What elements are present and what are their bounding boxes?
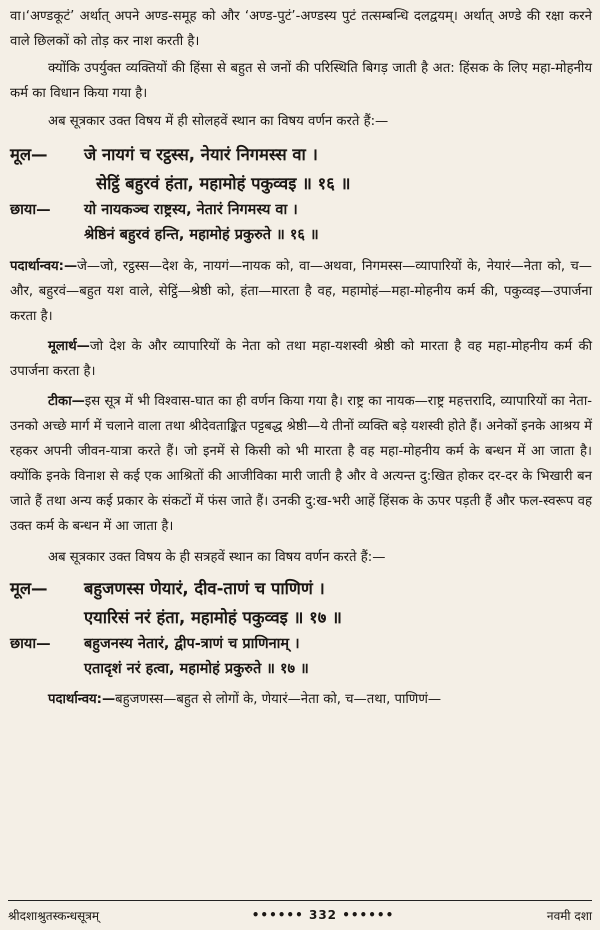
paragraph-intro: वा।‘अण्डकूटं’ अर्थात् अपने अण्ड-समूह को और ‘अण्ड-पुटं’-अण्डस्य पुटं तत्सम्बन्धि दलद्वयम्। अर्थात् अण्डे की रक्षा करने वाले छिलकों को तोड़ कर नाश करती है। [10, 9, 592, 49]
paragraph-seventeenth-intro: अब सूत्रकार उक्त विषय के ही सत्रहवें स्थान का विषय वर्णन करते हैं:— [48, 550, 386, 565]
section-text: बहुजणस्स—बहुत से लोगों के, णेयारं—नेता को, च—तथा, पाणिणं— [115, 692, 442, 707]
verse-17-mula [10, 574, 592, 632]
tika-16 [10, 389, 592, 539]
section-text: जे—जो, रट्ठस्स—देश के, नायगं—नायक को, वा—अथवा, निगमस्स—व्यापारियों के, नेयारं—नेता को, च—और, बहुरवं—बहुत यश वाले, सेट्ठिं—श्रेष्ठी को, हंता—मारता है वह, महामोहं—महा-मोहनीय कर्म की, पकुव्वइ—उपार्जना करता है। [10, 259, 592, 324]
verse-label: छाया— [10, 202, 51, 218]
verse-line: एतादृशं नरं हत्वा, महामोहं प्रकुरुते ॥ १७ ॥ [84, 661, 309, 677]
paragraph-himsa: क्योंकि उपर्युक्त व्यक्तियों की हिंसा से बहुत से जनों की परिस्थिति बिगड़ जाती है अत: हिंसक के लिए महा-मोहनीय कर्म का विधान किया गया है। [10, 61, 592, 101]
verse-label: छाया— [10, 636, 51, 652]
padarthanvaya-16 [10, 254, 592, 329]
verse-16-mula [10, 140, 592, 198]
footer-page-number-group [252, 908, 395, 922]
section-heading: मूलार्थ— [48, 339, 90, 354]
verse-16-chaya [10, 198, 592, 248]
padarthanvaya-17 [10, 687, 592, 712]
section-text: इस सूत्र में भी विश्वास-घात का ही वर्णन किया गया है। राष्ट्र का नायक—राष्ट्र महत्तरादि, व्यापारियों का नेता-उनको अच्छे मार्ग में चलाने वाला तथा श्रीदेवताङ्कित पट्टबद्ध श्रेष्ठी—ये तीनों व्यक्ति बड़े यशस्वी होते हैं। अनेकों इनके आश्रय में रहकर अपनी जीवन-यात्रा करते हैं। जो इनमें से किसी को भी मारता है वह महा-मोहनीय कर्म के बन्धन में आ जाता है। क्योंकि इनके विनाश से कई एक आश्रितों की आजीविका मारी जाती है और वे अत्यन्त दु:खित होकर दर-दर के भिखारी बन जाते हैं तथा अन्य कई प्रकार के संकटों में फंस जाते हैं। उनकी दु:ख-भरी आहें हिंसक के ऊपर पड़ती हैं और फल-स्वरूप वह उक्त कर्म के बन्धन में आ जाता है। [10, 394, 592, 534]
verse-line: बहुजनस्य नेतारं, द्वीप-त्राणं च प्राणिनाम् । [84, 636, 300, 652]
verse-line: जे नायगं च रट्ठस्स, नेयारं निगमस्स वा । [84, 145, 318, 164]
verse-17-chaya [10, 632, 592, 682]
verse-line: सेट्ठिं बहुरवं हंता, महामोहं पकुव्वइ ॥ १६ ॥ [96, 174, 351, 193]
section-heading: टीका— [48, 394, 85, 409]
verse-label: मूल— [10, 145, 48, 164]
verse-line: यो नायकञ्च राष्ट्रस्य, नेतारं निगमस्य वा । [84, 202, 298, 218]
page-footer [8, 900, 592, 929]
verse-line: बहुजणस्स णेयारं, दीव-ताणं च पाणिणं । [84, 579, 325, 598]
footer-dots: •••••• [251, 908, 304, 922]
page-content [10, 4, 592, 712]
footer-dots: •••••• [342, 908, 395, 922]
verse-line: एयारिसं नरं हंता, महामोहं पकुव्वइ ॥ १७ ॥ [84, 608, 342, 627]
section-text: जो देश के और व्यापारियों के नेता को तथा महा-यशस्वी श्रेष्ठी को मारता है वह महा-मोहनीय कर्म की उपार्जना करता है। [10, 339, 592, 379]
footer-chapter: नवमी दशा [546, 908, 592, 923]
section-heading: पदार्थान्वय:— [10, 259, 78, 274]
mularth-16 [10, 334, 592, 384]
page-number: 332 [308, 908, 338, 922]
verse-line: श्रेष्ठिनं बहुरवं हन्ति, महामोहं प्रकुरुते ॥ १६ ॥ [84, 227, 319, 243]
paragraph-sixteenth-intro: अब सूत्रकार उक्त विषय में ही सोलहवें स्थान का विषय वर्णन करते हैं:— [48, 114, 389, 129]
section-heading: पदार्थान्वय:— [48, 692, 116, 707]
verse-label: मूल— [10, 579, 48, 598]
footer-book-title: श्रीदशाश्रुतस्कन्धसूत्रम् [8, 908, 100, 923]
